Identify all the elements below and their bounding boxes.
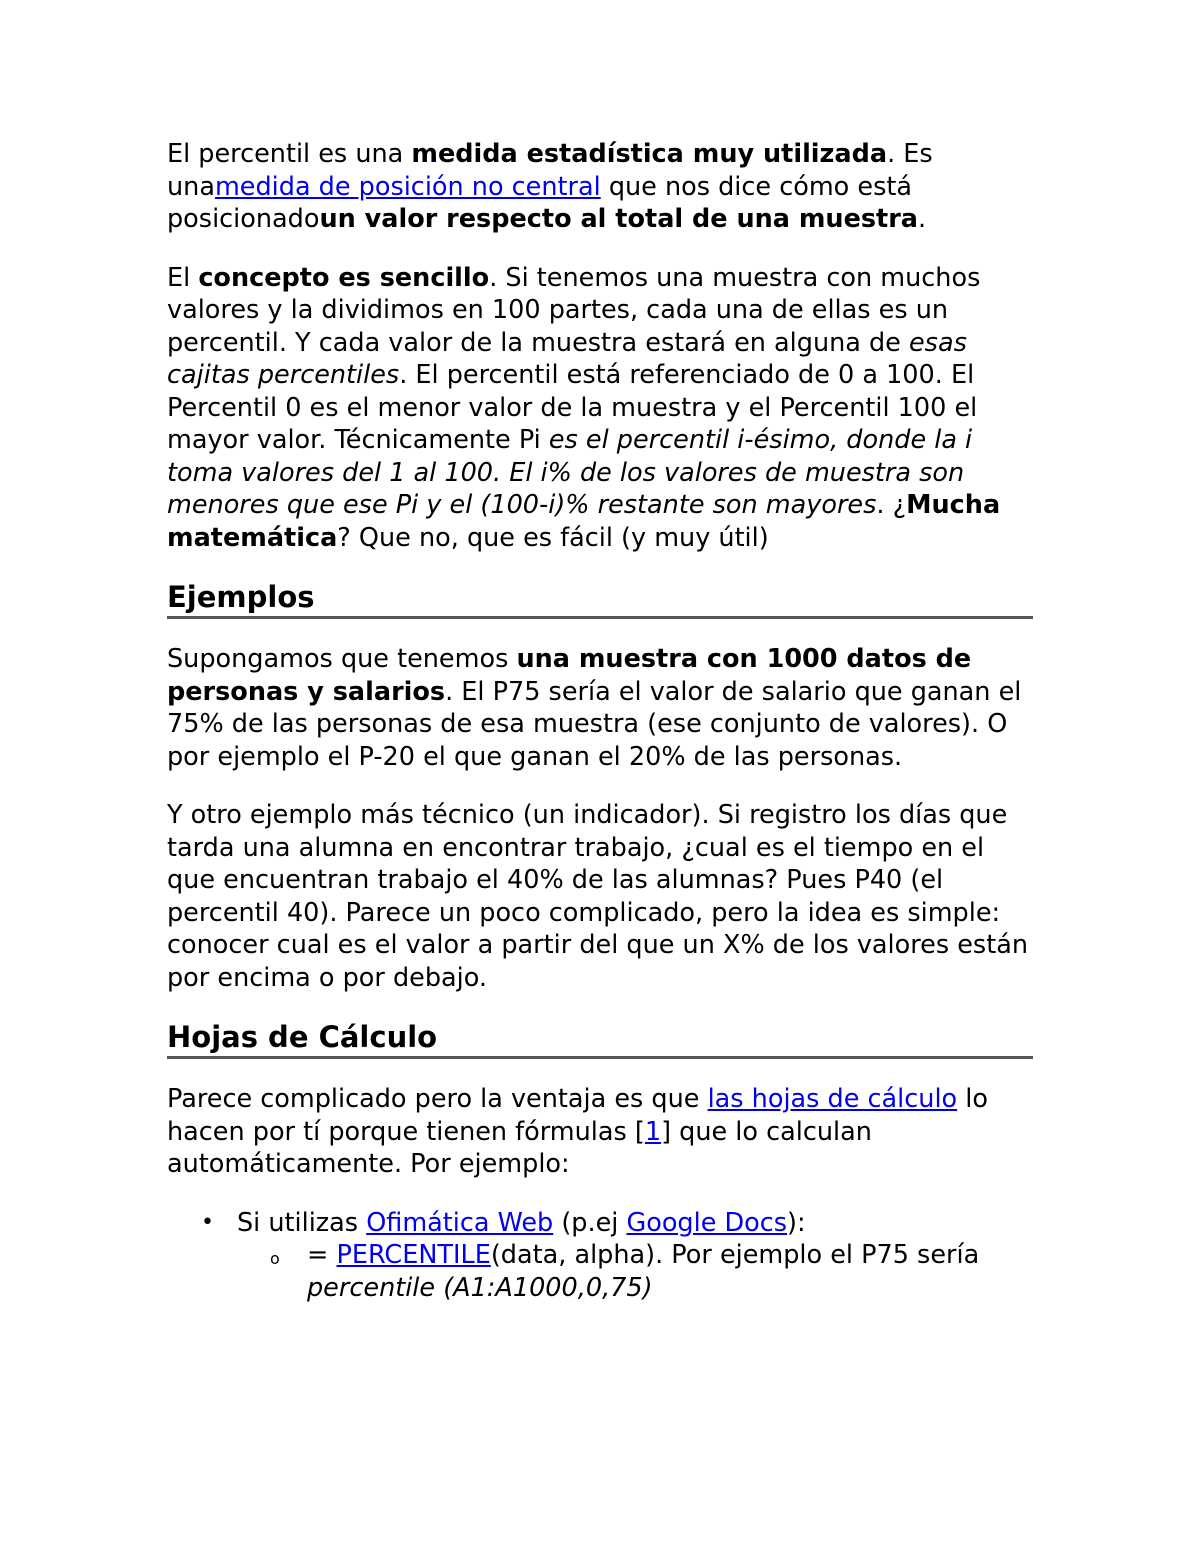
ejemplos-text: . El P75 sería el valor de salario que ganan el 75% de las personas de esa muestra (ese conjunto de valores). O por ejemplo el P-20 el que ganan el 20% de las personas. (167, 676, 1022, 772)
bullet-circle-icon: o (270, 1249, 280, 1268)
document-page (167, 138, 1033, 1304)
list-text: = (307, 1240, 337, 1270)
bullet-disc-icon: • (201, 1209, 214, 1235)
list-text: Si utilizas (237, 1207, 367, 1238)
link-hojas-de-calculo[interactable]: las hojas de cálculo (707, 1084, 958, 1114)
heading-hojas-de-calculo: Hojas de Cálculo (167, 1020, 1033, 1059)
list-text: (p.ej (553, 1207, 627, 1238)
link-footnote-1[interactable]: 1 (644, 1116, 662, 1147)
concept-paragraph (167, 262, 1033, 555)
concept-italic-text: esas cajitas percentiles (167, 327, 967, 390)
list-text: (data, alpha). Por ejemplo el P75 sería (490, 1240, 980, 1270)
concept-text: ? Que no, que es fácil (y muy útil) (337, 522, 769, 553)
hojas-paragraph (167, 1083, 1033, 1181)
intro-bold-text: un valor respecto al total de una muestra (319, 204, 919, 234)
ejemplos-bold-text: una muestra con 1000 datos de personas y salarios (167, 644, 972, 707)
hojas-text: ] que lo calculan automáticamente. Por ejemplo: (167, 1116, 872, 1179)
hojas-text: Parece complicado pero la ventaja es que (167, 1084, 708, 1114)
link-ofimatica-web[interactable]: Ofimática Web (366, 1207, 554, 1238)
formula-example: percentile (A1:A1000,0,75) (307, 1272, 653, 1303)
concept-bold-text: concepto es sencillo (198, 262, 490, 293)
intro-paragraph (167, 138, 1033, 236)
heading-ejemplos: Ejemplos (167, 580, 1033, 619)
list-item-ofimatica (201, 1207, 1033, 1305)
link-percentile[interactable]: PERCENTILE (336, 1240, 491, 1270)
intro-bold-text: medida estadística muy utilizada (411, 139, 888, 169)
concept-text: . El percentil está referenciado de 0 a 100. El Percentil 0 es el menor valor de la muestra y el Percentil 100 el mayor valor. Técnicamente Pi (167, 360, 978, 455)
link-google-docs[interactable]: Google Docs (626, 1207, 788, 1238)
list-text: ): (787, 1207, 806, 1238)
concept-text: . Si tenemos una muestra con muchos valores y la dividimos en 100 partes, cada una de ellas es un percentil. Y cada valor de la muestra estará en alguna de (167, 262, 981, 358)
link-medida-de-posicion[interactable]: medida de posición no central (214, 171, 601, 202)
concept-text: El (167, 262, 199, 293)
concept-text: . ¿ (876, 490, 907, 520)
ejemplos-paragraph-2: Y otro ejemplo más técnico (un indicador). Si registro los días que tarda una alumna en encontrar trabajo, ¿cual es el tiempo en el que encuentran trabajo el 40% de las alumnas? Pues P40 (el percentil 40). Parece un poco complicado, pero la idea es simple: conocer cual es el valor a partir del que un X% de los valores están por encima o por debajo. (167, 800, 1028, 993)
intro-text: . (918, 204, 927, 234)
hojas-text: lo hacen por tí porque tienen fórmulas [ (167, 1084, 988, 1147)
concept-bold-text: Mucha matemática (167, 490, 1001, 553)
concept-italic-text: es el percentil i-ésimo, donde la i toma valores del 1 al 100. El i% de los valores de muestra son menores que ese Pi y el (100-i)% restante son mayores (167, 425, 973, 520)
ejemplos-text: Supongamos que tenemos (167, 644, 517, 674)
intro-text: . Es una (167, 139, 933, 202)
list-item-percentile (270, 1239, 1033, 1304)
formula-list (167, 1207, 1033, 1305)
formula-sublist (237, 1239, 1033, 1304)
intro-text: que nos dice cómo está posicionado (167, 171, 912, 234)
ejemplos-paragraph-1 (167, 643, 1033, 773)
intro-text: El percentil es una (167, 139, 412, 169)
